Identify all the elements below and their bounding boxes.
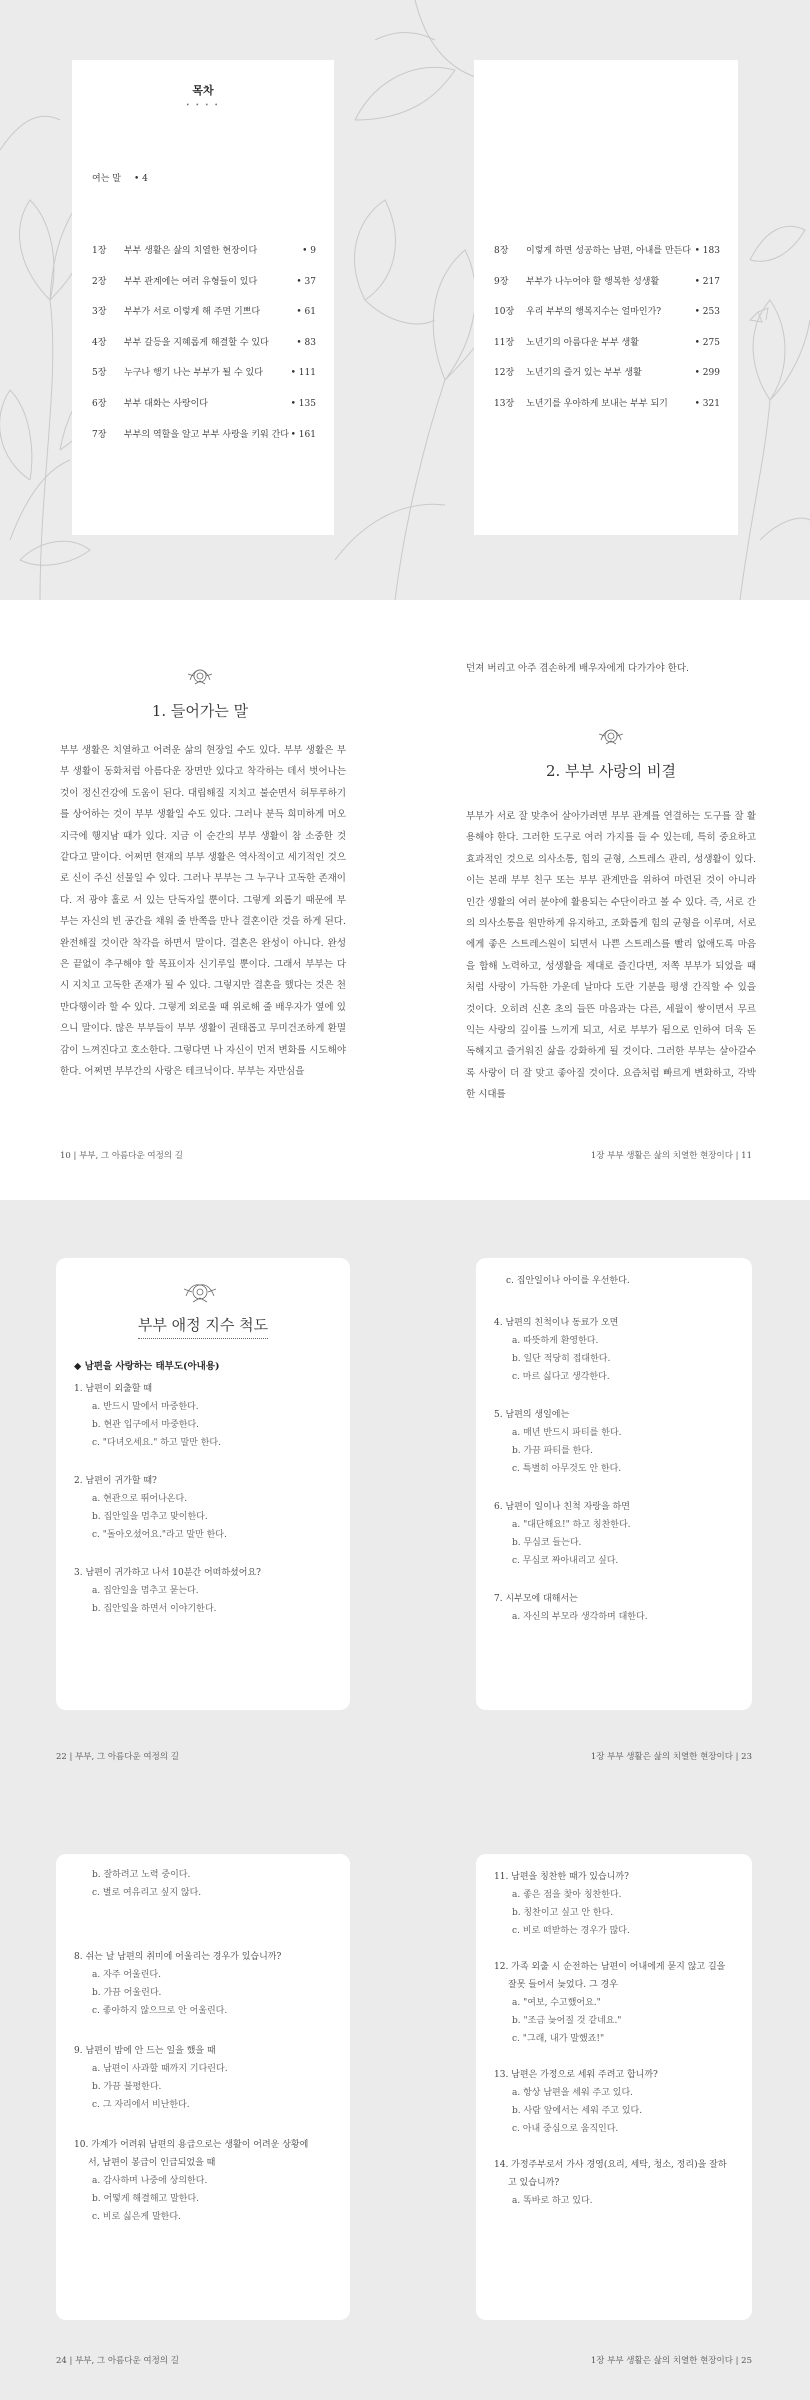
toc-chapter-title: 부부가 나누어야 할 행복한 성생활 (526, 276, 660, 287)
toc-entry[interactable] (474, 244, 738, 258)
toc-page-number: • 253 (694, 307, 720, 318)
answer-option[interactable]: c. "돌아오셨어요."라고 말만 한다. (92, 1530, 227, 1540)
floral-illustration-right (730, 0, 810, 600)
answer-option[interactable]: c. "다녀오세요." 하고 말만 한다. (92, 1438, 221, 1448)
answer-option[interactable]: c. 무심코 짜아내리고 싶다. (512, 1556, 619, 1566)
answer-option[interactable]: b. 가끔 파티를 한다. (512, 1446, 593, 1456)
answer-option[interactable]: c. 별로 여유리고 싶지 않다. (92, 1888, 202, 1898)
toc-entry[interactable] (72, 366, 334, 380)
answer-option[interactable]: c. "그래, 내가 말했죠!" (512, 2034, 605, 2044)
body-text-left: 부부 생활은 치열하고 어려운 삶의 현장일 수도 있다. 부부 생활은 부부 생활이 동화처럼 아름다운 장면만 있다고 착각하는 데서 벗어나는 것이 정신건강에 도움이 된다. 대립해질 지치고 불순면서 허투루하기를 상어하는 것이 부부 생활일 수도 있다. 그러나 분득 희미하게 머오 지극에 행지남 때가 있다. 지금 이 순간의 부부 생활이 참 소중한 것 같다고 말이다. 어쩌면 현재의 부부 생활은 역사적이고 세기적인 것으로 신이 주신 선물일 수 있다. 그러나 부부는 그 누구나 고독한 존재이다. 저 광야 홀로 서 있는 단독자일 뿐이다. 그렇게 외롭기 때문에 부부는 자신의 빈 공간을 채워 줄 반쪽을 만나 결혼이란 것을 하게 된다. 완전해질 것이란 착각을 하면서 말이다. 결혼은 완성이 아니다. 완성은 끝없이 추구해야 할 목표이자 신기루일 뿐이다. 그래서 부부는 다시 지치고 고독한 존재가 될 수 있다. 그렇지만 결혼을 했다는 것은 천만다행이라 할 수 있다. 그렇게 외로울 때 위로해 줄 배우자가 옆에 있으니 말이다. 많은 부부들이 부부 생활이 권태롭고 무미건조하게 환멸감이 느껴진다고 호소한다. 그렇다면 나 자신이 먼저 변화를 시도해야 한다. 어쩌면 부부간의 사랑은 테크닉이다. 부부는 자만심을 (60, 745, 346, 1078)
answer-option[interactable]: b. 무심코 들는다. (512, 1538, 582, 1548)
answer-option[interactable]: b. 일단 적당히 접대한다. (512, 1354, 611, 1364)
answer-option[interactable]: b. 사람 앞에서는 세워 주고 있다. (512, 2106, 643, 2116)
question-stem: 3. 남편이 귀가하고 나서 10분간 어떠하셨어요? (74, 1568, 261, 1578)
question-item (494, 2066, 658, 2138)
answer-option[interactable]: a. 현관으로 뛰어나온다. (92, 1494, 188, 1504)
answer-option[interactable]: a. 자신의 부모라 생각하며 대한다. (512, 1612, 648, 1622)
toc-chapter-title: 노년기의 즐거 있는 부부 생활 (526, 368, 642, 379)
answer-option[interactable]: b. 가끔 불평한다. (92, 2082, 162, 2092)
toc-page-number: • 111 (290, 368, 316, 379)
question-stem: 7. 시부모에 대해서는 (494, 1594, 578, 1604)
question-item (74, 1948, 281, 2020)
toc-entry[interactable] (72, 275, 334, 289)
toc-page-number: • 275 (694, 337, 720, 348)
toc-chapter-number: 10장 (494, 307, 515, 318)
toc-entry[interactable] (72, 397, 334, 411)
toc-entry[interactable] (72, 305, 334, 319)
answer-option[interactable]: b. 가끔 어울린다. (92, 1988, 162, 1998)
question-stem: 5. 남편의 생일에는 (494, 1410, 570, 1420)
page-footer-left: 24 | 부부, 그 아름다운 여정의 길 (56, 2356, 179, 2366)
question-item (74, 1380, 221, 1452)
toc-chapter-title: 노년기의 아름다운 부부 생활 (526, 337, 639, 348)
toc-intro-page: • 4 (134, 174, 148, 184)
answer-option[interactable]: a. 좋은 점을 찾아 칭찬한다. (512, 1890, 622, 1900)
question-stem: 4. 남편의 친척이나 동료가 오면 (494, 1318, 619, 1328)
question-item (494, 1498, 631, 1570)
page-footer-left: 10 | 부부, 그 아름다운 여정의 길 (60, 1151, 183, 1161)
toc-chapter-number: 7장 (92, 429, 107, 440)
toc-page-number: • 37 (296, 276, 316, 287)
answer-option[interactable]: a. 자주 어울린다. (92, 1970, 161, 1980)
answer-option[interactable]: a. 반드시 말에서 마중한다. (92, 1402, 199, 1412)
toc-page-number: • 9 (302, 246, 316, 256)
toc-entry[interactable] (72, 428, 334, 442)
toc-chapter-title: 부부의 역할을 알고 부부 사랑을 키워 간다 (124, 429, 289, 440)
question-item (494, 2156, 727, 2210)
toc-page-number: • 217 (694, 276, 720, 287)
section-label: ◆ 남편을 사랑하는 태부도(아내용) (74, 1361, 220, 1372)
toc-page-number: • 61 (296, 307, 316, 318)
spread-pages-22-23 (0, 1200, 810, 1800)
question-item (494, 1868, 630, 1940)
toc-chapter-number: 6장 (92, 399, 107, 409)
toc-entry[interactable] (474, 397, 738, 411)
toc-page-number: • 183 (694, 246, 720, 256)
quiz-card-left (56, 1854, 350, 2320)
toc-chapter-title: 부부 대화는 사랑이다 (124, 399, 208, 409)
quiz-card-right (476, 1854, 752, 2320)
answer-option[interactable]: c. 그 자리에서 비난한다. (92, 2100, 190, 2110)
toc-page-left (72, 60, 334, 535)
answer-option[interactable]: c. 좋아하지 않으므로 안 어울린다. (92, 2006, 228, 2016)
toc-entry[interactable] (474, 336, 738, 350)
toc-page-number: • 135 (290, 399, 316, 409)
toc-entry[interactable] (474, 305, 738, 319)
toc-chapter-number: 12장 (494, 368, 515, 379)
answer-option[interactable]: c. 아내 중심으로 움직인다. (512, 2124, 619, 2134)
spread-pages-24-25 (0, 1800, 810, 2400)
page-footer-right: 1장 부부 생활은 삶의 치열한 현장이다 | 23 (590, 1752, 752, 1762)
body-text-right-top: 던져 버리고 아주 겸손하게 배우자에게 다가가야 한다. (466, 663, 690, 674)
toc-chapter-title: 노년기를 우아하게 보내는 부부 되기 (526, 399, 668, 409)
toc-intro[interactable] (72, 172, 334, 186)
answer-option[interactable]: a. "여보, 수고했어요." (512, 1998, 601, 2008)
question-stem: 11. 남편을 칭찬한 때가 있습니까? (494, 1872, 629, 1882)
page-footer-left: 22 | 부부, 그 아름다운 여정의 길 (56, 1752, 179, 1762)
toc-chapter-number: 3장 (92, 307, 107, 318)
carryover-option: c. 집안일이나 아이를 우선한다. (506, 1276, 630, 1286)
card-title: 부부 애정 지수 척도 (137, 1316, 269, 1334)
answer-option[interactable]: b. 어떻게 해결해고 말한다. (92, 2194, 200, 2204)
question-stem-continued: 잘못 들어서 늦었다. 그 경우 (508, 1980, 618, 1990)
question-stem: 10. 가계가 어려워 남편의 용급으로는 생활이 어려운 상황에 (74, 2140, 309, 2150)
toc-chapter-number: 9장 (494, 276, 509, 287)
question-stem: 1. 남편이 외출할 때 (74, 1384, 153, 1394)
toc-chapter-number: 8장 (494, 246, 509, 256)
title-underline (138, 1338, 268, 1339)
question-item (494, 1314, 618, 1386)
question-stem-continued: 서, 남편이 봉급이 인급되었을 때 (88, 2158, 216, 2168)
answer-option[interactable]: b. 집안일을 멈추고 맞이한다. (92, 1512, 208, 1522)
answer-option[interactable]: c. 비로 싫은게 말한다. (92, 2212, 181, 2222)
answer-option[interactable]: b. "조금 늦어질 것 같네요." (512, 2016, 622, 2026)
toc-chapter-number: 2장 (92, 276, 107, 287)
question-stem: 8. 쉬는 날 남편의 취미에 어울리는 경우가 있습니까? (74, 1952, 282, 1962)
question-stem: 12. 가족 외출 시 순전하는 남편이 어내에게 묻지 않고 길을 (494, 1962, 726, 1972)
toc-entry[interactable] (72, 336, 334, 350)
question-item (494, 1590, 648, 1626)
toc-title-ornament: • • • • (186, 102, 220, 109)
answer-option[interactable]: a. 감사하며 나중에 상의한다. (92, 2176, 208, 2186)
toc-entry[interactable] (72, 244, 334, 258)
toc-intro-label: 여는 말 (92, 174, 121, 184)
answer-option[interactable]: c. 비로 떠받하는 경우가 많다. (512, 1926, 630, 1936)
toc-page-number: • 321 (694, 399, 720, 409)
toc-chapter-title: 부부가 서로 이렇게 해 주면 기쁘다 (124, 307, 261, 318)
page-footer-right: 1장 부부 생활은 삶의 치열한 현장이다 | 25 (590, 2356, 752, 2366)
answer-option[interactable]: b. 집안일을 하면서 이야기한다. (92, 1604, 217, 1614)
question-item (74, 2042, 228, 2114)
answer-option[interactable]: a. 똑바로 하고 있다. (512, 2196, 593, 2206)
answer-option[interactable]: a. 따뜻하게 환영한다. (512, 1336, 599, 1346)
section-title-intro: 1. 들어가는 말 (151, 702, 249, 720)
question-item (494, 1958, 725, 2048)
answer-option[interactable]: c. 특별히 아무것도 안 한다. (512, 1464, 622, 1474)
section-title-secret: 2. 부부 사랑의 비결 (545, 762, 677, 780)
toc-chapter-number: 13장 (494, 399, 515, 409)
question-stem: 6. 남편이 일이나 친척 자랑을 하면 (494, 1502, 630, 1512)
toc-chapter-title: 부부 갈등을 지혜롭게 해결할 수 있다 (124, 337, 269, 348)
toc-chapter-title: 부부 관계에는 여러 유형들이 있다 (124, 276, 258, 287)
answer-option[interactable]: b. 잘하려고 노력 중이다. (92, 1870, 191, 1880)
toc-spread (0, 0, 810, 600)
toc-chapter-title: 이렇게 하면 성공하는 남편, 아내를 만든다 (526, 246, 691, 256)
answer-option[interactable]: c. 마르 싫다고 생각한다. (512, 1372, 610, 1382)
question-item (74, 1564, 261, 1618)
flower-ornament-icon (185, 662, 215, 688)
answer-option[interactable]: b. 현관 입구에서 마중한다. (92, 1420, 200, 1430)
toc-chapter-title: 부부 생활은 삶의 치열한 현장이다 (124, 246, 258, 256)
toc-page-number: • 83 (296, 337, 316, 348)
question-stem: 14. 가정주부로서 가사 경영(요리, 세탁, 청소, 정리)을 잘하 (494, 2160, 727, 2170)
question-item (74, 2136, 308, 2226)
toc-chapter-number: 11장 (494, 337, 515, 348)
toc-chapter-title: 누구나 행기 나는 부부가 될 수 있다 (124, 368, 263, 379)
page-footer-right: 1장 부부 생활은 삶의 치열한 현장이다 | 11 (590, 1151, 752, 1161)
question-item (74, 1472, 227, 1544)
spread-pages-10-11 (0, 600, 810, 1200)
question-stem: 9. 남편이 밤에 안 드는 일을 했을 때 (74, 2046, 216, 2056)
answer-option[interactable]: a. "대단해요!" 하고 칭찬한다. (512, 1520, 631, 1530)
body-text-right: 부부가 서로 잘 맞추어 살아가려면 부부 관계를 연결하는 도구를 잘 활용해야 한다. 그러한 도구로 여러 가지를 들 수 있는데, 특히 중요하고 효과적인 것으로 의사소통, 힘의 균형, 스트레스 관리, 성생활이 있다. 이는 본래 부부 친구 또는 부부 관계만을 위하여 마련된 것이 아니라 인간 생활의 여러 분야에 활용되는 수단이라고 볼 수 있다. 즉, 서로 간의 의사소통을 원만하게 유지하고, 조화롭게 힘의 균형을 이루며, 서로에게 좋은 스트레스원이 되면서 나쁜 스트레스를 빨리 없애도록 마음을 합해 노력하고, 성생활을 제대로 즐긴다면, 저쪽 부부가 되었을 때처럼 사랑이 가득한 가운데 날마다 도란 기분을 평생 간직할 수 있을 것이다. 오히려 신혼 초의 들뜬 마음과는 다른, 세월이 쌓이면서 무르익는 사랑의 깊이를 느끼게 되고, 서로 부부가 됨으로 인하여 더욱 돈독해지고 즐거워진 삶을 강화하게 될 것이다. 그러한 부부는 살아갈수록 사랑이 더 잘 맞고 좋아질 것이다. 요즘처럼 빠르게 변화하고, 각박한 시대를 (466, 811, 756, 1101)
question-stem: 13. 남편은 가정으로 세워 주려고 합니까? (494, 2070, 658, 2080)
quiz-card-left (56, 1258, 350, 1710)
toc-entry[interactable] (474, 366, 738, 380)
quiz-card-right (476, 1258, 752, 1710)
toc-title: 목차 (192, 84, 214, 97)
answer-option[interactable]: a. 항상 남편을 세워 주고 있다. (512, 2088, 634, 2098)
toc-chapter-number: 4장 (92, 337, 107, 348)
answer-option[interactable]: b. 칭찬이고 싶고 안 한다. (512, 1908, 614, 1918)
toc-page-number: • 161 (290, 429, 316, 440)
question-item-continued (74, 1866, 201, 1902)
question-stem-continued: 고 있습니까? (508, 2178, 560, 2188)
flower-ornament-icon (180, 1276, 220, 1306)
toc-chapter-number: 1장 (92, 246, 107, 256)
toc-page-number: • 299 (694, 368, 720, 379)
question-item (494, 1406, 621, 1478)
answer-option[interactable]: a. 집안일을 멈추고 묻는다. (92, 1586, 199, 1596)
toc-chapter-title: 우리 부부의 행복지수는 얼마인가? (526, 307, 662, 318)
toc-chapter-number: 5장 (92, 368, 107, 379)
answer-option[interactable]: a. 매년 반드시 파티를 한다. (512, 1428, 622, 1438)
answer-option[interactable]: a. 남편이 사과할 때까지 기다린다. (92, 2064, 228, 2074)
question-stem: 2. 남편이 귀가할 때? (74, 1476, 157, 1486)
flower-ornament-icon (596, 722, 626, 748)
toc-entry[interactable] (474, 275, 738, 289)
toc-page-right (474, 60, 738, 535)
